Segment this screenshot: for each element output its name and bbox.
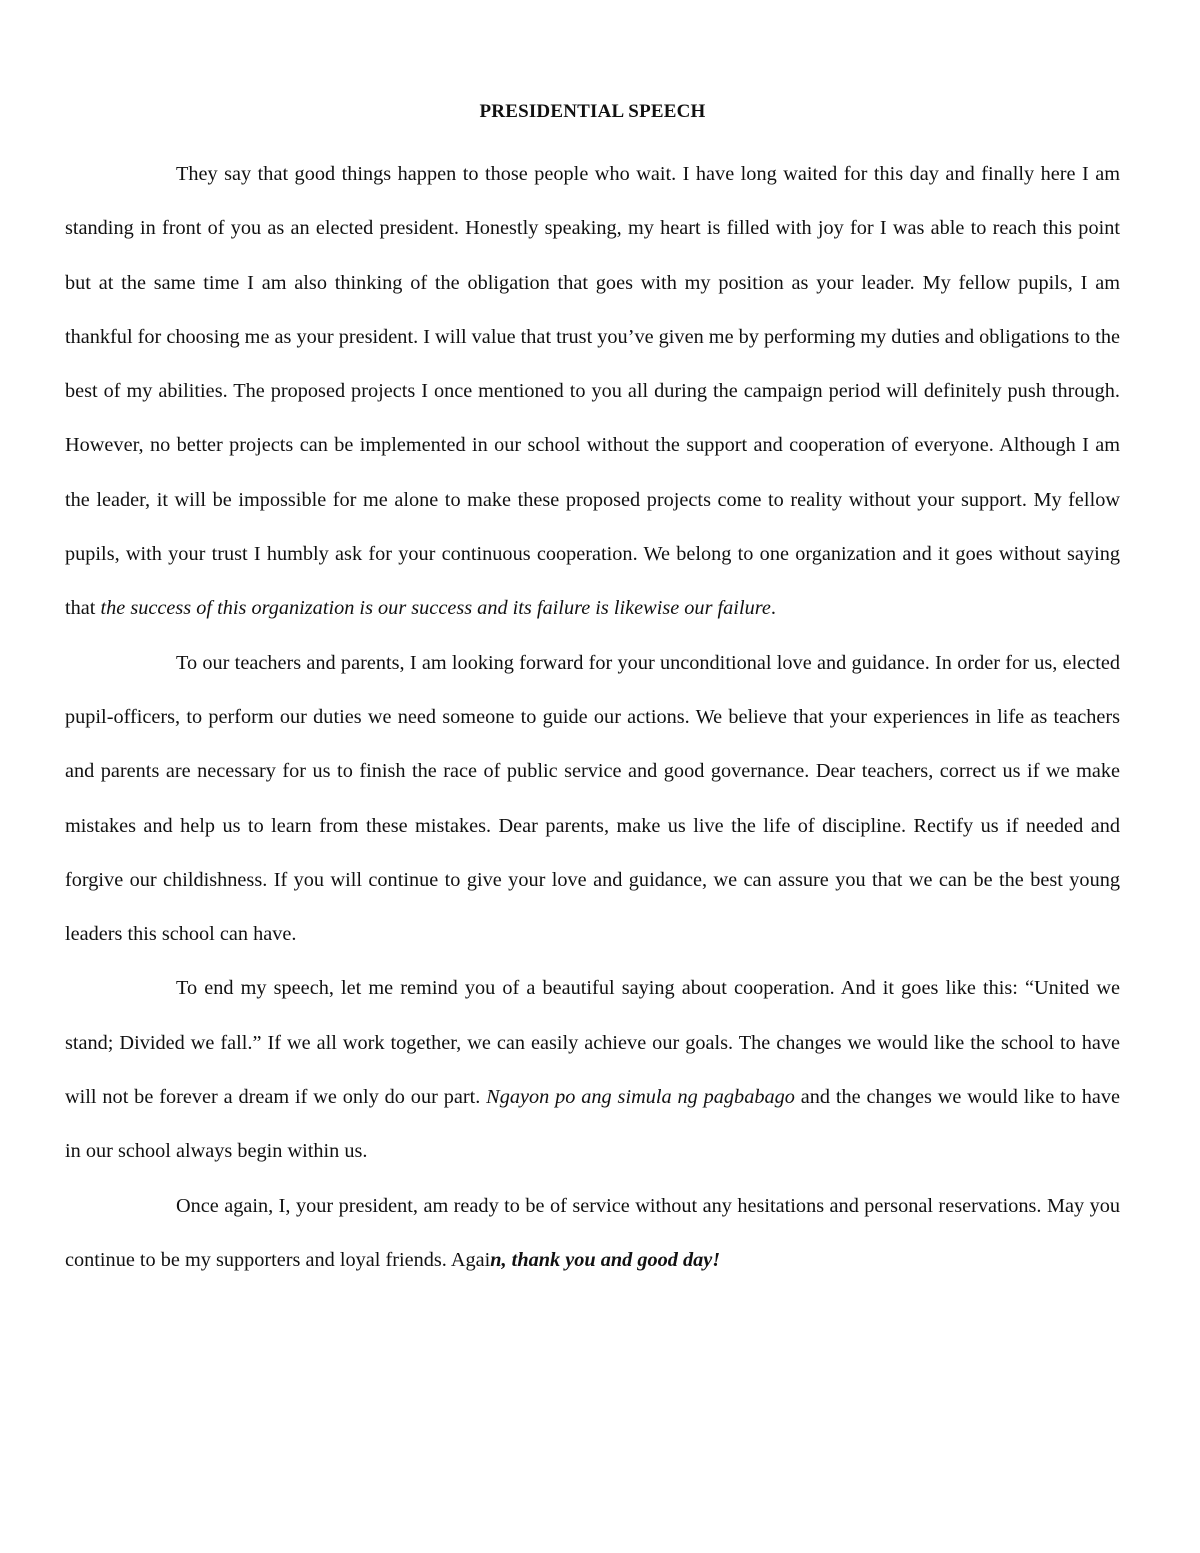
paragraph-2 [65, 636, 1120, 962]
document-page [65, 94, 1120, 1287]
paragraph-3-italic-text: Ngayon po ang simula ng pagbabago [486, 1086, 795, 1109]
closing-greeting: n, thank you and good day! [490, 1248, 721, 1271]
document-title: PRESIDENTIAL SPEECH [479, 101, 706, 122]
paragraph-1-end: . [770, 597, 776, 620]
paragraph-2-text: To our teachers and parents, I am looking forward for your unconditional love and guidance. In order for us, elected pupil-officers, to perform our duties we need someone to guide our actions. We believe that your experiences in life as teachers and parents are necessary for us to finish the race of public service and good governance. Dear teachers, correct us if we make mistakes and help us to learn from these mistakes. Dear parents, make us live the life of discipline. Rectify us if needed and forgive our childishness. If you will continue to give your love and guidance, we can assure you that we can be the best young leaders this school can have. [65, 651, 1120, 946]
paragraph-4 [65, 1179, 1120, 1288]
paragraph-4-text: Once again, I, your president, am ready to be of service without any hesitations and personal reservations. May you continue to be my supporters and loyal friends. Agai [65, 1194, 1120, 1271]
paragraph-1-italic-text: the success of this organization is our success and its failure is likewise our failure [100, 597, 771, 620]
paragraph-3-end: and the changes we would like to have in our school always begin within us. [65, 1086, 1120, 1163]
paragraph-1-text: They say that good things happen to those people who wait. I have long waited for this day and finally here I am standing in front of you as an elected president. Honestly speaking, my heart is filled with joy for I was able to reach this point but at the same time I am also thinking of the obligation that goes with my position as your leader. My fellow pupils, I am thankful for choosing me as your president. I will value that trust you’ve given me by performing my duties and obligations to the best of my abilities. The proposed projects I once mentioned to you all during the campaign period will definitely push through. However, no better projects can be implemented in our school without the support and cooperation of everyone. Although I am the leader, it will be impossible for me alone to make these proposed projects come to reality without your support. My fellow pupils, with your trust I humbly ask for your continuous cooperation. We belong to one organization and it goes without saying that [65, 163, 1120, 620]
paragraph-3 [65, 961, 1120, 1178]
paragraph-1 [65, 147, 1120, 636]
paragraph-3-text: To end my speech, let me remind you of a beautiful saying about cooperation. And it goes like this: “United we stand; Divided we fall.” If we all work together, we can easily achieve our goals. The changes we would like the school to have will not be forever a dream if we only do our part. [65, 977, 1120, 1109]
